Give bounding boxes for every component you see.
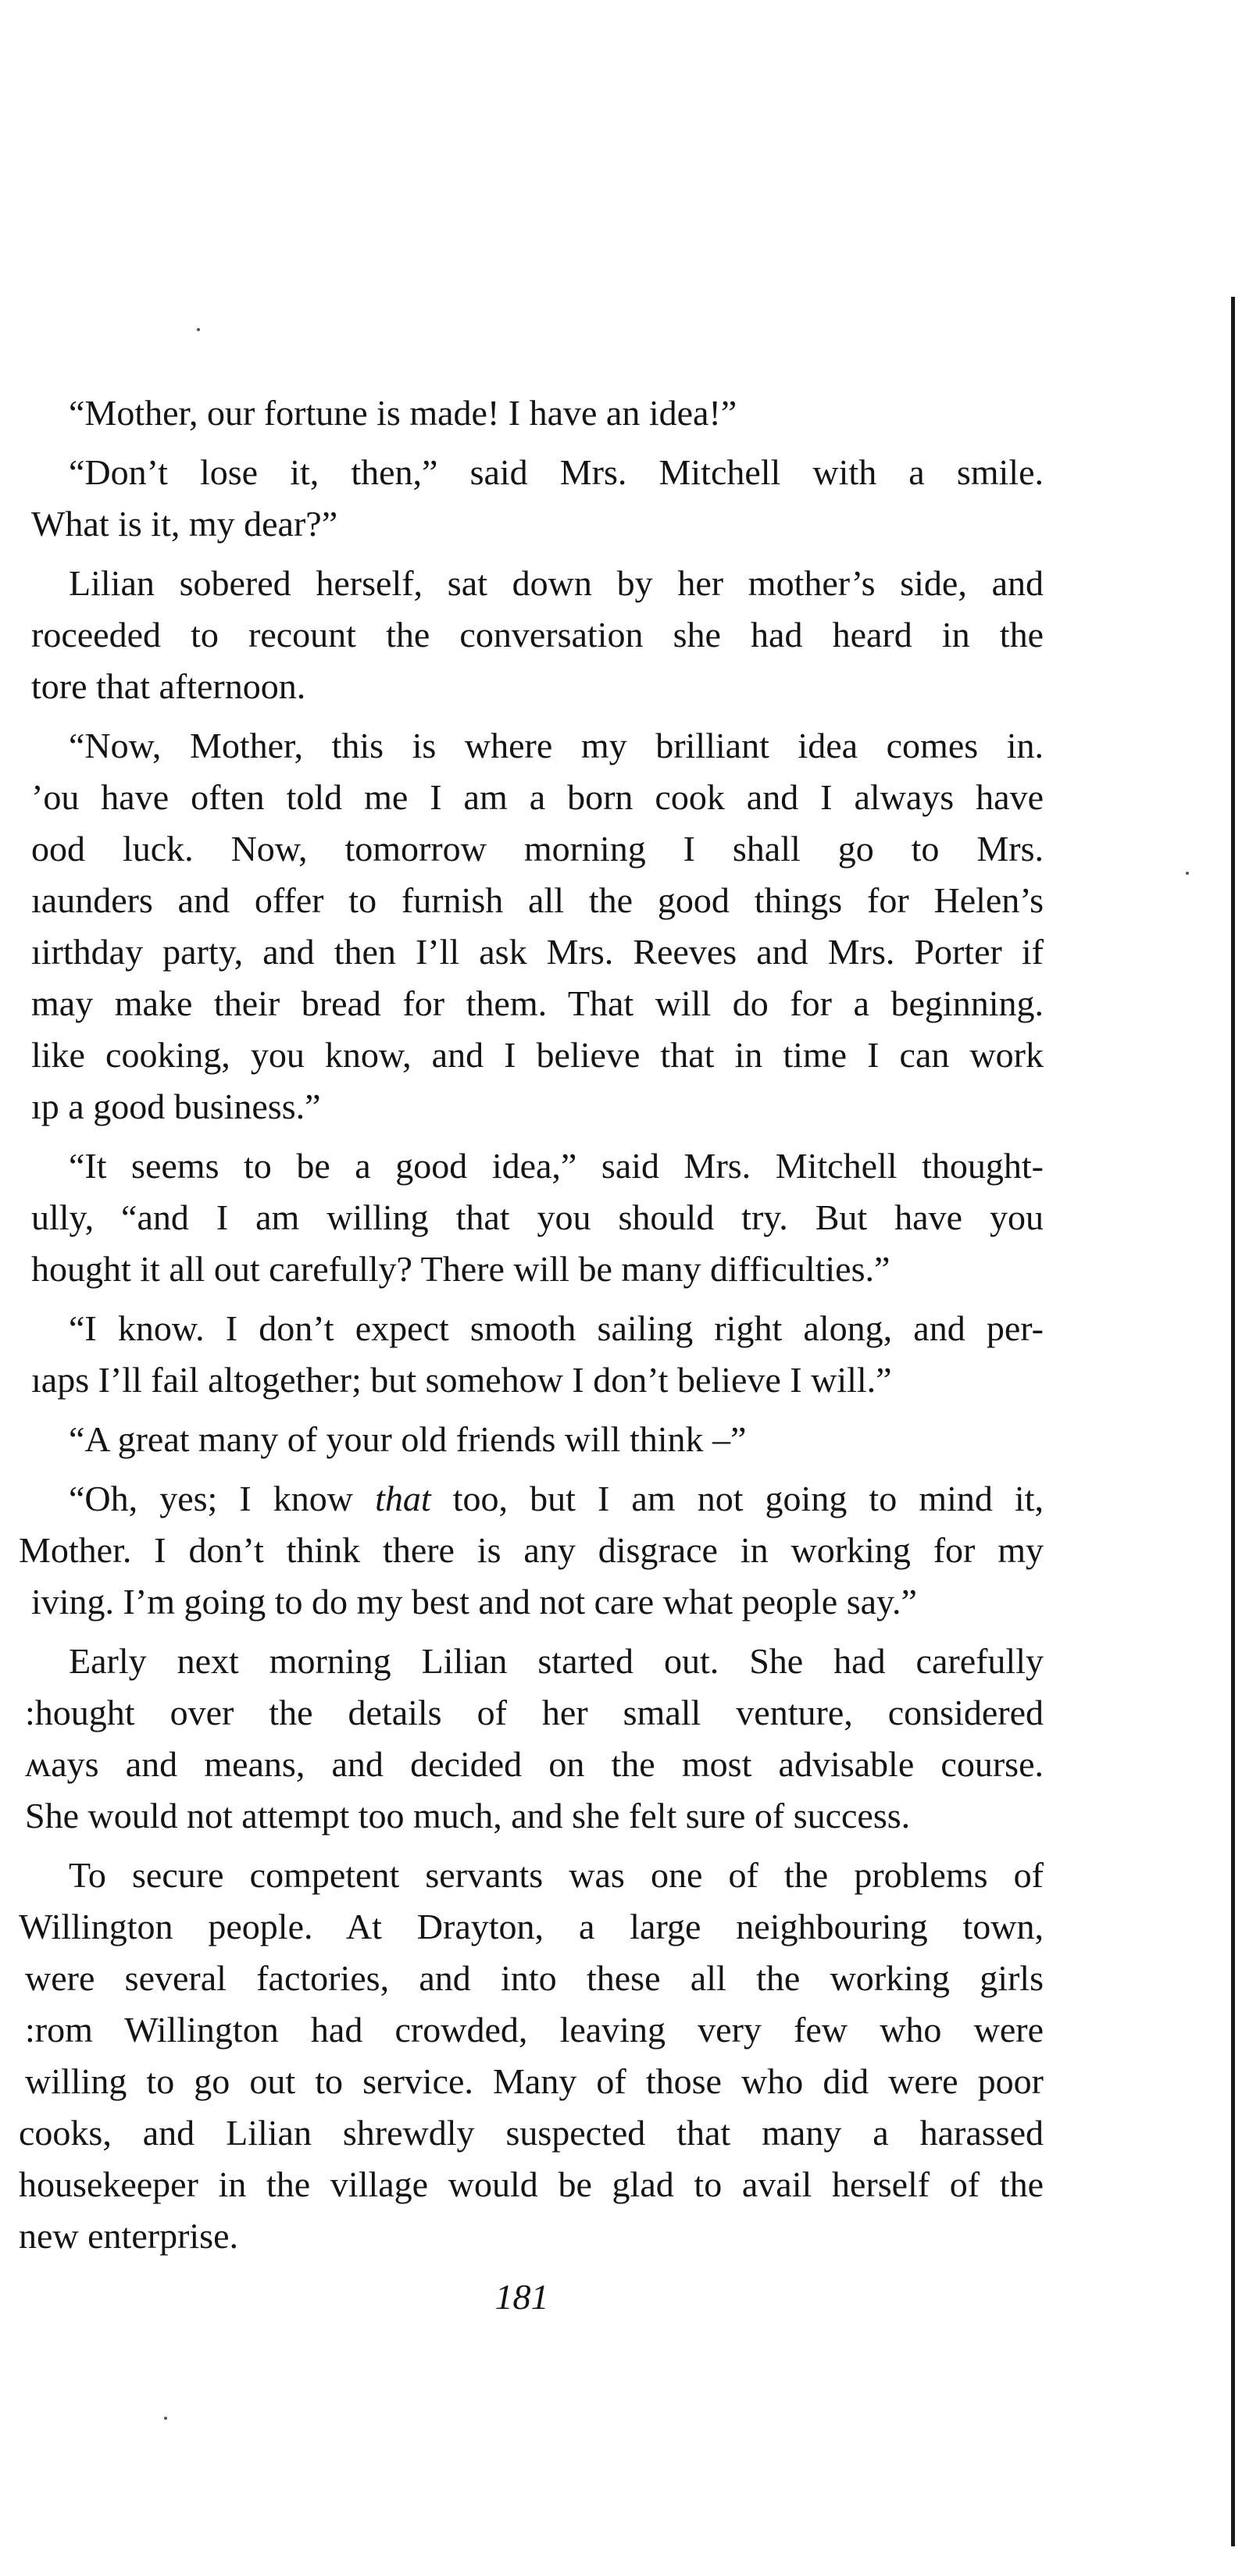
- text-line: “It seems to be a good idea,” said Mrs. Mitchell thought-: [69, 1146, 1044, 1186]
- text-line: ıirthday party, and then I’ll ask Mrs. Reeves and Mrs. Porter if: [31, 932, 1044, 972]
- text-line: ıaunders and offer to furnish all the good things for Helen’s: [31, 880, 1044, 920]
- page-edge-rule: [1231, 297, 1235, 2546]
- stray-mark-right: [1186, 872, 1189, 875]
- text-line: “Don’t lose it, then,” said Mrs. Mitchell with a smile.: [69, 452, 1044, 492]
- text-line: new enterprise.: [19, 2216, 238, 2256]
- stray-mark-top: [197, 328, 200, 331]
- text-line: roceeded to recount the conversation she had heard in the: [31, 615, 1044, 655]
- text-line: [0, 1473, 1044, 1525]
- text-line: tore that afternoon.: [31, 666, 306, 706]
- text-line: ood luck. Now, tomorrow morning I shall go to Mrs.: [31, 829, 1044, 869]
- text-line: What is it, my dear?”: [31, 504, 338, 544]
- text-line: “Now, Mother, this is where my brilliant idea comes in.: [69, 726, 1044, 765]
- text-line: housekeeper in the village would be glad to avail herself of the: [19, 2164, 1044, 2204]
- text-line: ully, “and I am willing that you should try. But have you: [31, 1197, 1044, 1237]
- text-line: ıp a good business.”: [31, 1086, 321, 1126]
- text-line: willing to go out to service. Many of those who did were poor: [25, 2061, 1044, 2101]
- text-line: “Mother, our fortune is made! I have an idea!”: [69, 393, 737, 433]
- text-line: cooks, and Lilian shrewdly suspected that many a harassed: [19, 2113, 1044, 2153]
- text-line: Willington people. At Drayton, a large neighbouring town,: [19, 1907, 1044, 1946]
- text-line: ʍays and means, and decided on the most advisable course.: [25, 1744, 1044, 1784]
- text-line: ’ou have often told me I am a born cook and I always have: [31, 777, 1044, 817]
- text-line: She would not attempt too much, and she felt sure of success.: [25, 1796, 911, 1836]
- text-line: iving. I’m going to do my best and not care what people say.”: [31, 1582, 917, 1622]
- text-line: To secure competent servants was one of the problems of: [69, 1855, 1044, 1895]
- body-text: [0, 387, 1044, 2262]
- text-line: Early next morning Lilian started out. She had carefully: [69, 1641, 1044, 1681]
- text-line: “I know. I don’t expect smooth sailing right along, and per-: [69, 1308, 1044, 1348]
- text-line: :hought over the details of her small venture, considered: [25, 1693, 1044, 1732]
- text-line: Lilian sobered herself, sat down by her mother’s side, and: [69, 563, 1044, 603]
- italic-word: that: [375, 1479, 431, 1518]
- text-line: hought it all out carefully? There will be many difficulties.”: [31, 1249, 890, 1289]
- text-line: were several factories, and into these all the working girls: [25, 1958, 1044, 1998]
- text-segment: too, but I am not going to mind it,: [430, 1479, 1044, 1518]
- text-line: may make their bread for them. That will do for a beginning.: [31, 983, 1044, 1023]
- text-line: ıaps I’ll fail altogether; but somehow I don’t believe I will.”: [31, 1360, 892, 1400]
- text-line: :rom Willington had crowded, leaving very few who were: [25, 2010, 1044, 2050]
- text-segment: “Oh, yes; I know: [69, 1479, 376, 1518]
- stray-mark-bottom: [164, 2417, 167, 2420]
- text-line: like cooking, you know, and I believe that in time I can work: [31, 1035, 1044, 1075]
- page-number: 181: [494, 2277, 549, 2317]
- text-line: Mother. I don’t think there is any disgrace in working for my: [19, 1530, 1044, 1570]
- text-line: “A great many of your old friends will think –”: [69, 1419, 747, 1459]
